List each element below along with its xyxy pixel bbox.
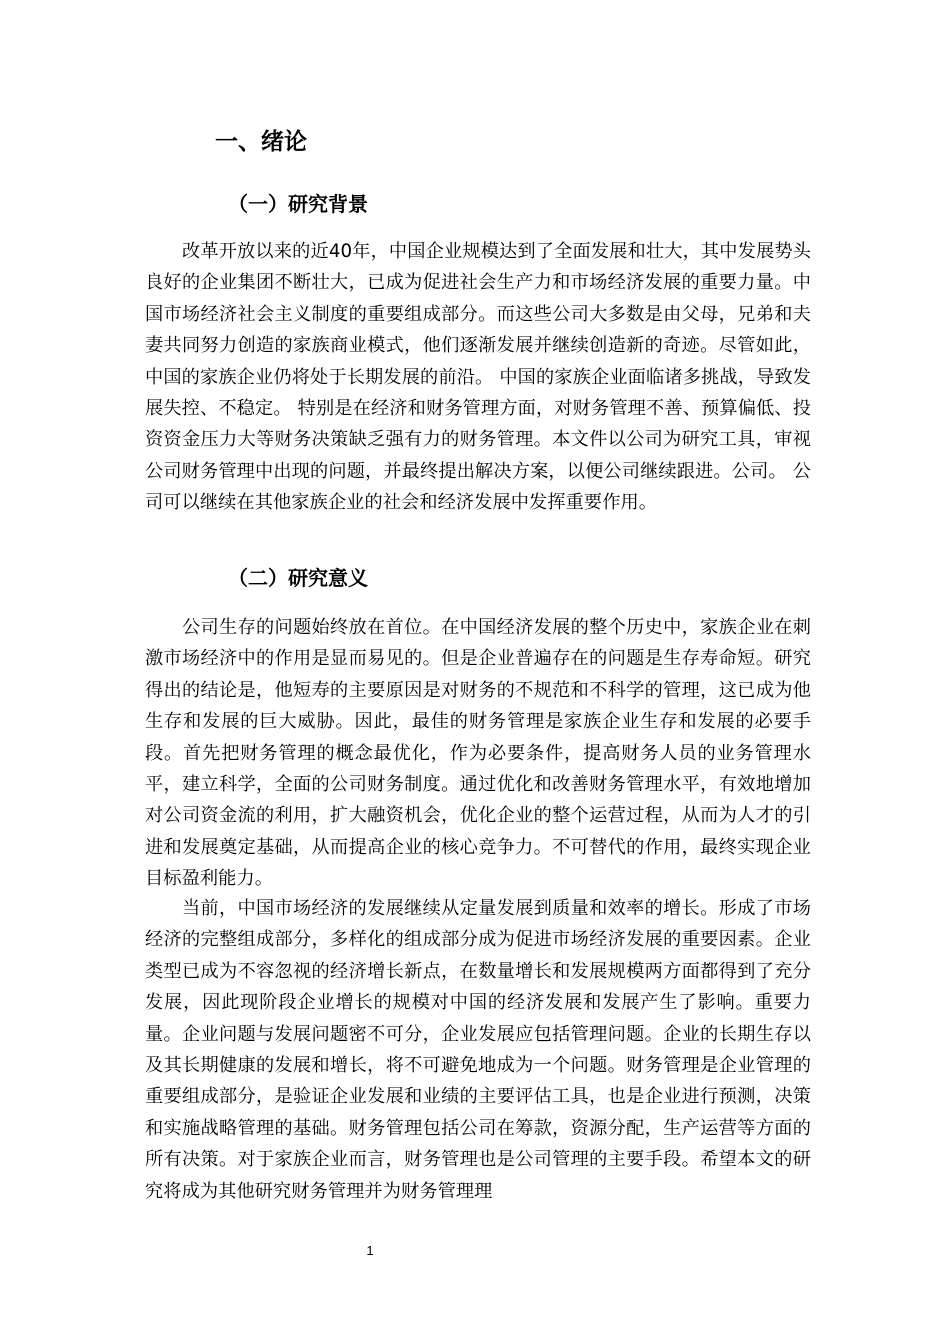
significance-paragraph-2: 当前，中国市场经济的发展继续从定量发展到质量和效率的增长。形成了市场经济的完整组成部分，多样化的组成部分成为促进市场经济发展的重要因素。企业类型已成为不容忽视的经济增长新点，在数量增长和发展规模两方面都得到了充分发展，因此现阶段企业增长的规模对中国的经济发展和发展产生了影响。重要力量。企业问题与发展问题密不可分，企业发展应包括管理问题。企业的长期生存以及其长期健康的发展和增长，将不可避免地成为一个问题。财务管理是企业管理的重要组成部分，是验证企业发展和业绩的主要评估工具，也是企业进行预测，决策和实施战略管理的基础。财务管理包括公司在筹款，资源分配，生产运营等方面的所有决策。对于家族企业而言，财务管理也是公司管理的主要手段。希望本文的研究将成为其他研究财务管理并为财务管理理 (145, 898, 811, 1202)
background-paragraph: 改革开放以来的近40年，中国企业规模达到了全面发展和壮大，其中发展势头良好的企业集团不断壮大，已成为促进社会生产力和市场经济发展的重要力量。中国市场经济社会主义制度的重要组成部分。而这些公司大多数是由父母，兄弟和夫妻共同努力创造的家族商业模式，他们逐渐发展并继续创造新的奇迹。尽管如此，中国的家族企业仍将处于长期发展的前沿。 中国的家族企业面临诸多挑战，导致发展失控、不稳定。 特别是在经济和财务管理方面，对财务管理不善、预算偏低、投资资金压力大等财务决策缺乏强有力的财务管理。本文件以公司为研究工具，审视公司财务管理中出现的问题，并最终提出解决方案，以便公司继续跟进。公司。 公司可以继续在其他家族企业的社会和经济发展中发挥重要作用。 (145, 241, 811, 514)
significance-paragraph-1: 公司生存的问题始终放在首位。在中国经济发展的整个历史中，家族企业在刺激市场经济中的作用是显而易见的。但是企业普遍存在的问题是生存寿命短。研究得出的结论是，他短寿的主要原因是对财务的不规范和不科学的管理，这已成为他生存和发展的巨大威胁。因此，最佳的财务管理是家族企业生存和发展的必要手段。首先把财务管理的概念最优化，作为必要条件，提高财务人员的业务管理水平，建立科学，全面的公司财务制度。通过优化和改善财务管理水平，有效地增加对公司资金流的利用，扩大融资机会，优化企业的整个运营过程，从而为人才的引进和发展奠定基础，从而提高企业的核心竞争力。不可替代的作用，最终实现企业目标盈利能力。 (145, 617, 811, 890)
chapter-heading: 一、绪论 (215, 129, 307, 155)
section-heading-significance: （二）研究意义 (228, 566, 368, 590)
section-heading-background: （一）研究背景 (228, 192, 368, 216)
page-number: 1 (366, 1243, 374, 1258)
